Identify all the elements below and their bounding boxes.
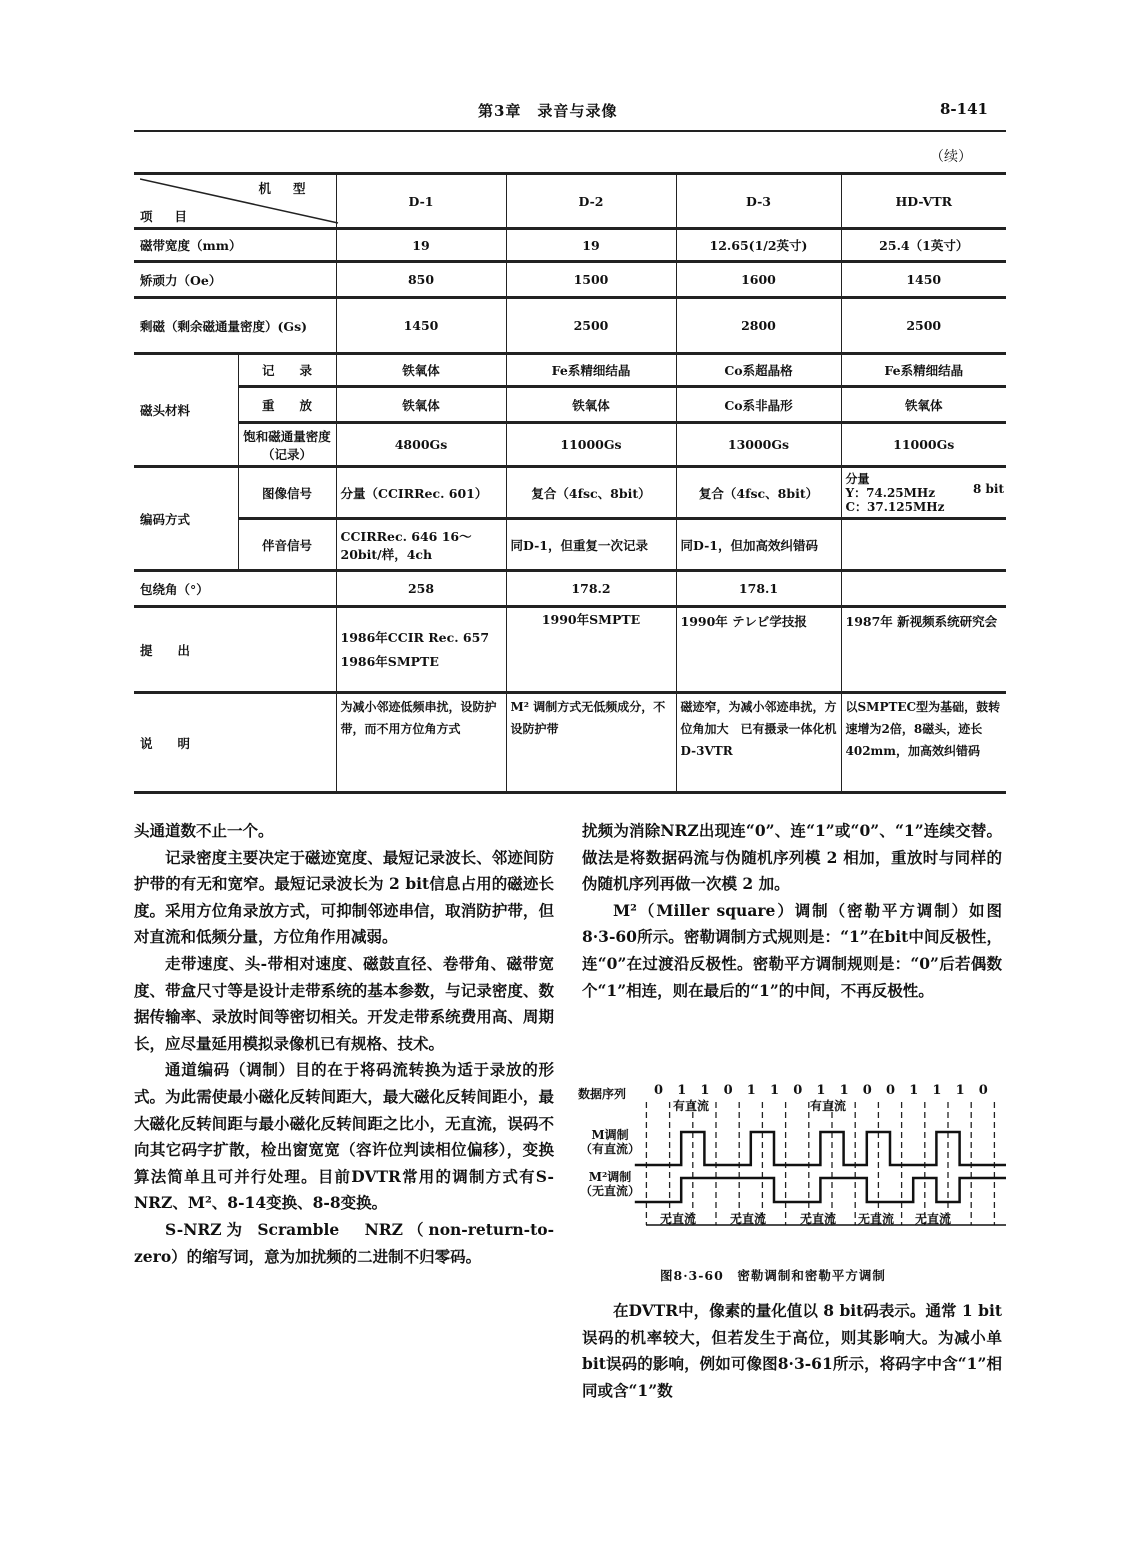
- table-cell: M² 调制方式无低频成分，不设防护带: [506, 693, 676, 793]
- sub-row-label: 图像信号: [238, 467, 336, 519]
- table-cell: 4800Gs: [336, 423, 506, 467]
- table-row: [134, 262, 1006, 298]
- miller-modulation-figure: [578, 1080, 1008, 1230]
- hdvtr-video-line: Y：74.25MHz: [845, 485, 936, 500]
- column-header: D-3: [676, 174, 841, 229]
- table-cell: 铁氧体: [841, 387, 1006, 423]
- table-row: [134, 298, 1006, 354]
- table-cell: 2500: [841, 298, 1006, 354]
- row-label: 剩磁（剩余磁通量密度）(Gs): [134, 298, 336, 354]
- no-dc-label: 无直流: [660, 1212, 697, 1226]
- table-cell: 复合（4fsc、8bit）: [676, 467, 841, 519]
- sub-row-label: 记 录: [238, 354, 336, 387]
- table-cell: 1500: [506, 262, 676, 298]
- figure-caption: 图8·3-60 密勒调制和密勒平方调制: [660, 1268, 886, 1283]
- no-dc-label: 无直流: [858, 1212, 895, 1226]
- bit-label: 1: [932, 1083, 942, 1098]
- row-group-label: 编码方式: [134, 467, 238, 571]
- bit-label: 1: [839, 1083, 849, 1098]
- table-cell: 178.1: [676, 571, 841, 607]
- table-cell: 178.2: [506, 571, 676, 607]
- table-row: [134, 229, 1006, 262]
- table-cell: 258: [336, 571, 506, 607]
- bit-label: 1: [955, 1083, 965, 1098]
- bit-label: 1: [909, 1083, 919, 1098]
- bit-label: 0: [978, 1083, 988, 1098]
- sub-row-label: 饱和磁通量密度（记录）: [238, 423, 336, 467]
- table-cell: 同D-1，但重复一次记录: [506, 519, 676, 571]
- table-cell: 1987年 新视频系统研究会: [841, 607, 1006, 693]
- table-row: [134, 387, 1006, 423]
- table-cell: Co系超晶格: [676, 354, 841, 387]
- table-cell: 同D-1，但加高效纠错码: [676, 519, 841, 571]
- table-row: [134, 423, 1006, 467]
- row-label: 提 出: [134, 607, 336, 693]
- table-cell: CCIRRec. 646 16～20bit/样，4ch: [336, 519, 506, 571]
- right-text-column: [582, 818, 1002, 1004]
- no-dc-label: 无直流: [800, 1212, 837, 1226]
- table-cell: 铁氧体: [336, 354, 506, 387]
- column-header: D-1: [336, 174, 506, 229]
- table-cell: 以SMPTEC型为基础，鼓转速增为2倍，8磁头，迹长402mm，加高效纠错码: [841, 693, 1006, 793]
- table-cell: 2500: [506, 298, 676, 354]
- paragraph: 扰频为消除NRZ出现连“0”、连“1”或“0”、“1”连续交替。做法是将数据码流与伪随机序列模 2 相加，重放时与同样的伪随机序列再做一次模 2 加。: [582, 821, 1002, 894]
- dc-label: 有直流: [673, 1099, 710, 1113]
- bit-label: 0: [886, 1083, 896, 1098]
- paragraph: 记录密度主要决定于磁迹宽度、最短记录波长、邻迹间防护带的有无和宽窄。最短记录波长为 2 bit信息占用的磁迹长度。采用方位角录放方式，可抑制邻迹串信，取消防护带，但对直流和低频分量，方位角作用减弱。: [134, 847, 554, 947]
- table-cell: 11000Gs: [506, 423, 676, 467]
- column-header: HD-VTR: [841, 174, 1006, 229]
- no-dc-label: 无直流: [730, 1212, 767, 1226]
- hdvtr-video-line: 分量: [845, 471, 870, 486]
- table-cell: 11000Gs: [841, 423, 1006, 467]
- table-cell: 1450: [841, 262, 1006, 298]
- table-cell: 为减小邻迹低频串扰，设防护带，而不用方位角方式: [336, 693, 506, 793]
- table-row: [134, 571, 1006, 607]
- chapter-title: 第3章 录音与录像: [478, 102, 618, 120]
- table-cell: 1990年 テレビ学技报: [676, 607, 841, 693]
- table-cell: 铁氧体: [336, 387, 506, 423]
- table-cell: 1600: [676, 262, 841, 298]
- table-cell: 25.4（1英寸）: [841, 229, 1006, 262]
- table-cell: 19: [336, 229, 506, 262]
- table-cell: [841, 519, 1006, 571]
- hdvtr-video-line: C：37.125MHz: [845, 499, 945, 514]
- no-dc-label: 无直流: [915, 1212, 952, 1226]
- table-cell: 2800: [676, 298, 841, 354]
- row-group-label: 磁头材料: [134, 354, 238, 467]
- table-row: [134, 467, 1006, 519]
- spec-table: [134, 172, 1006, 794]
- column-header: D-2: [506, 174, 676, 229]
- table-cell: 复合（4fsc、8bit）: [506, 467, 676, 519]
- table-row: [134, 519, 1006, 571]
- waveform-diagram: [578, 1080, 1008, 1230]
- table-cell: 13000Gs: [676, 423, 841, 467]
- sequence-label: 数据序列: [578, 1087, 627, 1101]
- row-label: 包绕角（°）: [134, 571, 336, 607]
- table-row: [134, 693, 1006, 793]
- table-cell: 磁迹窄，为减小邻迹串扰，方位角加大 已有摄录一体化机D-3VTR: [676, 693, 841, 793]
- paragraph: 头通道数不止一个。: [134, 821, 274, 840]
- table-cell: 1990年SMPTE: [506, 607, 676, 693]
- hdvtr-video-cell: [841, 467, 1006, 519]
- paragraph: S-NRZ为 Scramble NRZ（non-return-to-zero）的缩写词，意为加扰频的二进制不归零码。: [134, 1219, 554, 1266]
- header-rule: [134, 130, 1006, 132]
- paragraph: 通道编码（调制）目的在于将码流转换为适于录放的形式。为此需使最小磁化反转间距大，最大磁化反转间距小，最大磁化反转间距与最小磁化反转间距之比小，无直流，误码不向其它码字扩散，检出窗宽宽（容许位判读相位偏移），变换算法简单且可并行处理。目前DVTR常用的调制方式有S-NRZ、M²、8-14变换、8-8变换。: [134, 1060, 554, 1213]
- table-row: [134, 354, 1006, 387]
- continued-label: （续）: [930, 149, 972, 165]
- row-label: 矫顽力（Oe）: [134, 262, 336, 298]
- m2-label-line: （无直流）: [580, 1184, 641, 1198]
- table-cell: Co系非晶形: [676, 387, 841, 423]
- table-cell: 1450: [336, 298, 506, 354]
- m2-waveform: [635, 1178, 1006, 1202]
- table-cell: Fe系精细结晶: [506, 354, 676, 387]
- table-cell: 分量（CCIRRec. 601）: [336, 467, 506, 519]
- table-row: [134, 607, 1006, 693]
- bit-label: 1: [677, 1083, 687, 1098]
- bit-label: 0: [654, 1083, 664, 1098]
- table-cell: 1986年CCIR Rec. 657 1986年SMPTE: [336, 607, 506, 693]
- bit-label: 0: [862, 1083, 872, 1098]
- table-header-row: [134, 174, 1006, 229]
- bit-label: 1: [816, 1083, 826, 1098]
- table-cell: 19: [506, 229, 676, 262]
- bit-label: 1: [746, 1083, 756, 1098]
- corner-item-label: 项目: [140, 209, 210, 224]
- m-label-line: M调制: [591, 1128, 629, 1142]
- m2-label-line: M²调制: [588, 1170, 632, 1184]
- bit-label: 0: [723, 1083, 733, 1098]
- page-number: 8-141: [940, 100, 988, 118]
- hdvtr-bit-depth: 8 bit: [972, 482, 1004, 496]
- table-cell: 850: [336, 262, 506, 298]
- bit-label: 1: [700, 1083, 710, 1098]
- paragraph: M²（Miller square）调制（密勒平方调制）如图8·3-60所示。密勒调制方式规则是：“1”在bit中间反极性，连“0”在过渡沿反极性。密勒平方调制规则是：“0”后若偶数个“1”相连，则在最后的“1”的中间，不再反极性。: [582, 900, 1002, 1000]
- m-waveform: [635, 1132, 1006, 1165]
- table-cell: 铁氧体: [506, 387, 676, 423]
- m-label-line: （有直流）: [580, 1142, 641, 1156]
- table-corner-cell: [134, 174, 336, 229]
- sub-row-label: 重 放: [238, 387, 336, 423]
- bit-label: 1: [770, 1083, 780, 1098]
- paragraph: 走带速度、头-带相对速度、磁鼓直径、卷带角、磁带宽度、带盒尺寸等是设计走带系统的基本参数，与记录密度、数据传输率、录放时间等密切相关。开发走带系统费用高、周期长，应尽量延用模拟录像机已有规格、技术。: [134, 953, 554, 1053]
- right-text-column-continued: [582, 1298, 1002, 1404]
- row-label: 磁带宽度（mm）: [134, 229, 336, 262]
- paragraph: 在DVTR中，像素的量化值以 8 bit码表示。通常 1 bit误码的机率较大，但若发生于高位，则其影响大。为减小单bit误码的影响，例如可像图8·3-61所示，将码字中含“1”相同或含“1”数: [582, 1301, 1002, 1400]
- table-cell: [841, 571, 1006, 607]
- row-label: 说 明: [134, 693, 336, 793]
- table-cell: 12.65(1/2英寸): [676, 229, 841, 262]
- corner-model-label: 机型: [258, 181, 328, 196]
- table-cell: Fe系精细结晶: [841, 354, 1006, 387]
- left-text-column: [134, 818, 554, 1270]
- bit-label: 0: [793, 1083, 803, 1098]
- dc-label: 有直流: [810, 1099, 847, 1113]
- sub-row-label: 伴音信号: [238, 519, 336, 571]
